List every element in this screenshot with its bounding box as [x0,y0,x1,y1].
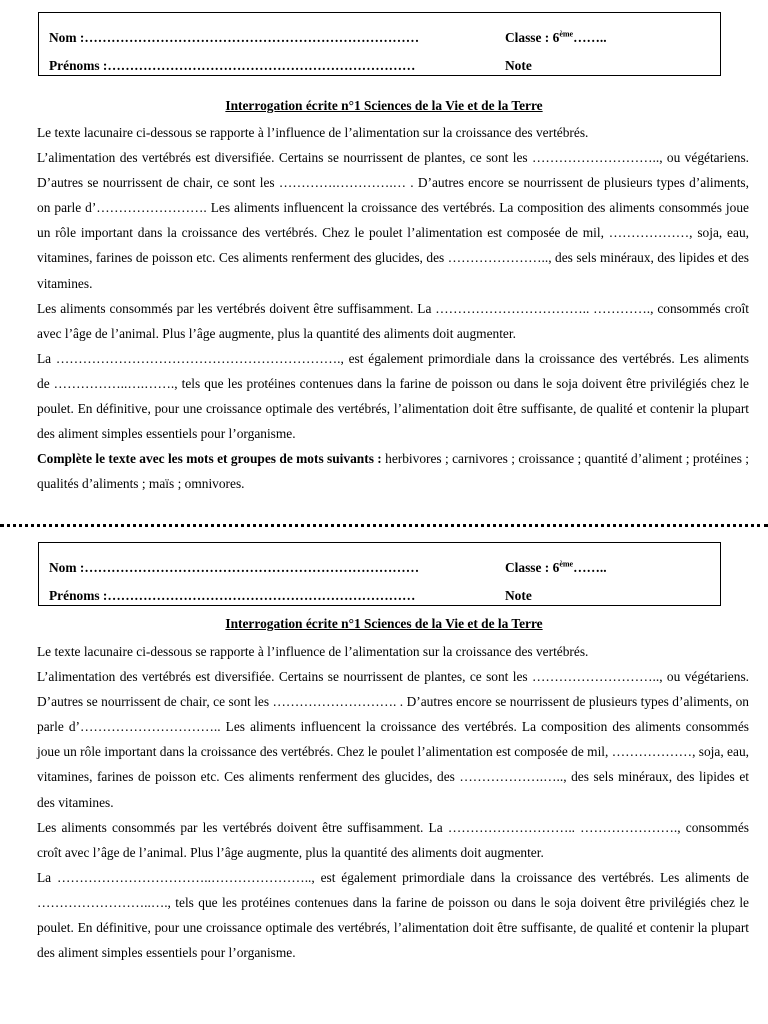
cut-line [0,524,768,527]
classe-field: Classe : 6ème…….. [505,29,607,45]
prenoms-field: Prénoms :…………………………………………………………… [49,588,416,603]
instruction-label: Complète le texte avec les mots et groupes de mots suivants : [37,451,382,467]
exercise-text [37,120,749,496]
exercise-text [37,639,749,965]
paragraph-qualite: La ………………………………………………………., est également primordiale dans la croissance des vertébrés. Les aliments de ……………..….……., tels que les protéines contenues dans la farine de poisson ou dans le soja doivent être privilégiés chez le poulet. En définitive, pour une croissance optimale des vertébrés, l’alimentation doit être suffisante, de qualité et contenir la plupart des aliment simples essentiels pour l’organisme. [37,350,749,442]
student-info-box [38,542,721,606]
classe-field: Classe : 6ème…….. [505,559,607,575]
paragraph-alimentation: L’alimentation des vertébrés est diversifiée. Certains se nourrissent de plantes, ce sont les ……………………….., ou végétariens. D’autres se nourrissent de chair, ce sont les ………………………. . D’autres encore se nourrissent de plusieurs types d’aliments, on parle d’………………………….. Les aliments influencent la croissance des vertébrés. La composition des aliments consommés joue un rôle important dans la croissance des vertébrés. Chez le poulet l’alimentation est composée de mil, ………………, soja, eau, vitamines, farines de poisson etc. Ces aliments renferment des glucides, des ……………….….., des sels minéraux, des lipides et des vitamines. [37,669,749,810]
prenoms-field: Prénoms :…………………………………………………………… [49,58,416,73]
page-title: Interrogation écrite n°1 Sciences de la Vie et de la Terre [225,98,543,113]
intro-paragraph: Le texte lacunaire ci-dessous se rapporte à l’influence de l’alimentation sur la croissance des vertébrés. [37,644,589,659]
nom-field: Nom :………………………………………………………………… [49,560,420,575]
paragraph-quantite: Les aliments consommés par les vertébrés doivent être suffisamment. La ……………………….. …………………., consommés croît avec l’âge de l’animal. Plus l’âge augmente, plus la quantité des aliments doit augmenter. [37,819,749,860]
intro-paragraph: Le texte lacunaire ci-dessous se rapporte à l’influence de l’alimentation sur la croissance des vertébrés. [37,125,589,140]
nom-field: Nom :………………………………………………………………… [49,30,420,45]
word-list: herbivores ; carnivores ; croissance ; quantité d’aliment ; protéines ; qualités d’aliments ; maïs ; omnivores. [37,451,749,492]
instruction-paragraph [37,446,749,496]
student-info-box [38,12,721,76]
note-field: Note [505,58,532,73]
paragraph-alimentation: L’alimentation des vertébrés est diversifiée. Certains se nourrissent de plantes, ce sont les ……………………….., ou végétariens. D’autres se nourrissent de chair, ce sont les ………….………….… . D’autres encore se nourrissent de plusieurs types d’aliments, on parle d’……………………. Les aliments influencent la croissance des vertébrés. La composition des aliments consommés joue un rôle important dans la croissance des vertébrés. Chez le poulet l’alimentation est composée de mil, ………………, soja, eau, vitamines, farines de poisson etc. Ces aliments renferment des glucides, des ………………….., des sels minéraux, des lipides et des vitamines. [37,150,749,291]
note-field: Note [505,588,532,603]
paragraph-quantite: Les aliments consommés par les vertébrés doivent être suffisamment. La …………………………….. …………., consommés croît avec l’âge de l’animal. Plus l’âge augmente, plus la quantité des aliments doit augmenter. [37,300,749,341]
page-title: Interrogation écrite n°1 Sciences de la Vie et de la Terre [225,616,543,631]
paragraph-qualite: La ……………………………..………………….., est également primordiale dans la croissance des vertébrés. Les aliments de ……………………..…., tels que les protéines contenues dans la farine de poisson ou dans le soja doivent être privilégiés chez le poulet. En définitive, pour une croissance optimale des vertébrés, l’alimentation doit être suffisante, de qualité et contenir la plupart des aliment simples essentiels pour l’organisme. [37,869,749,961]
